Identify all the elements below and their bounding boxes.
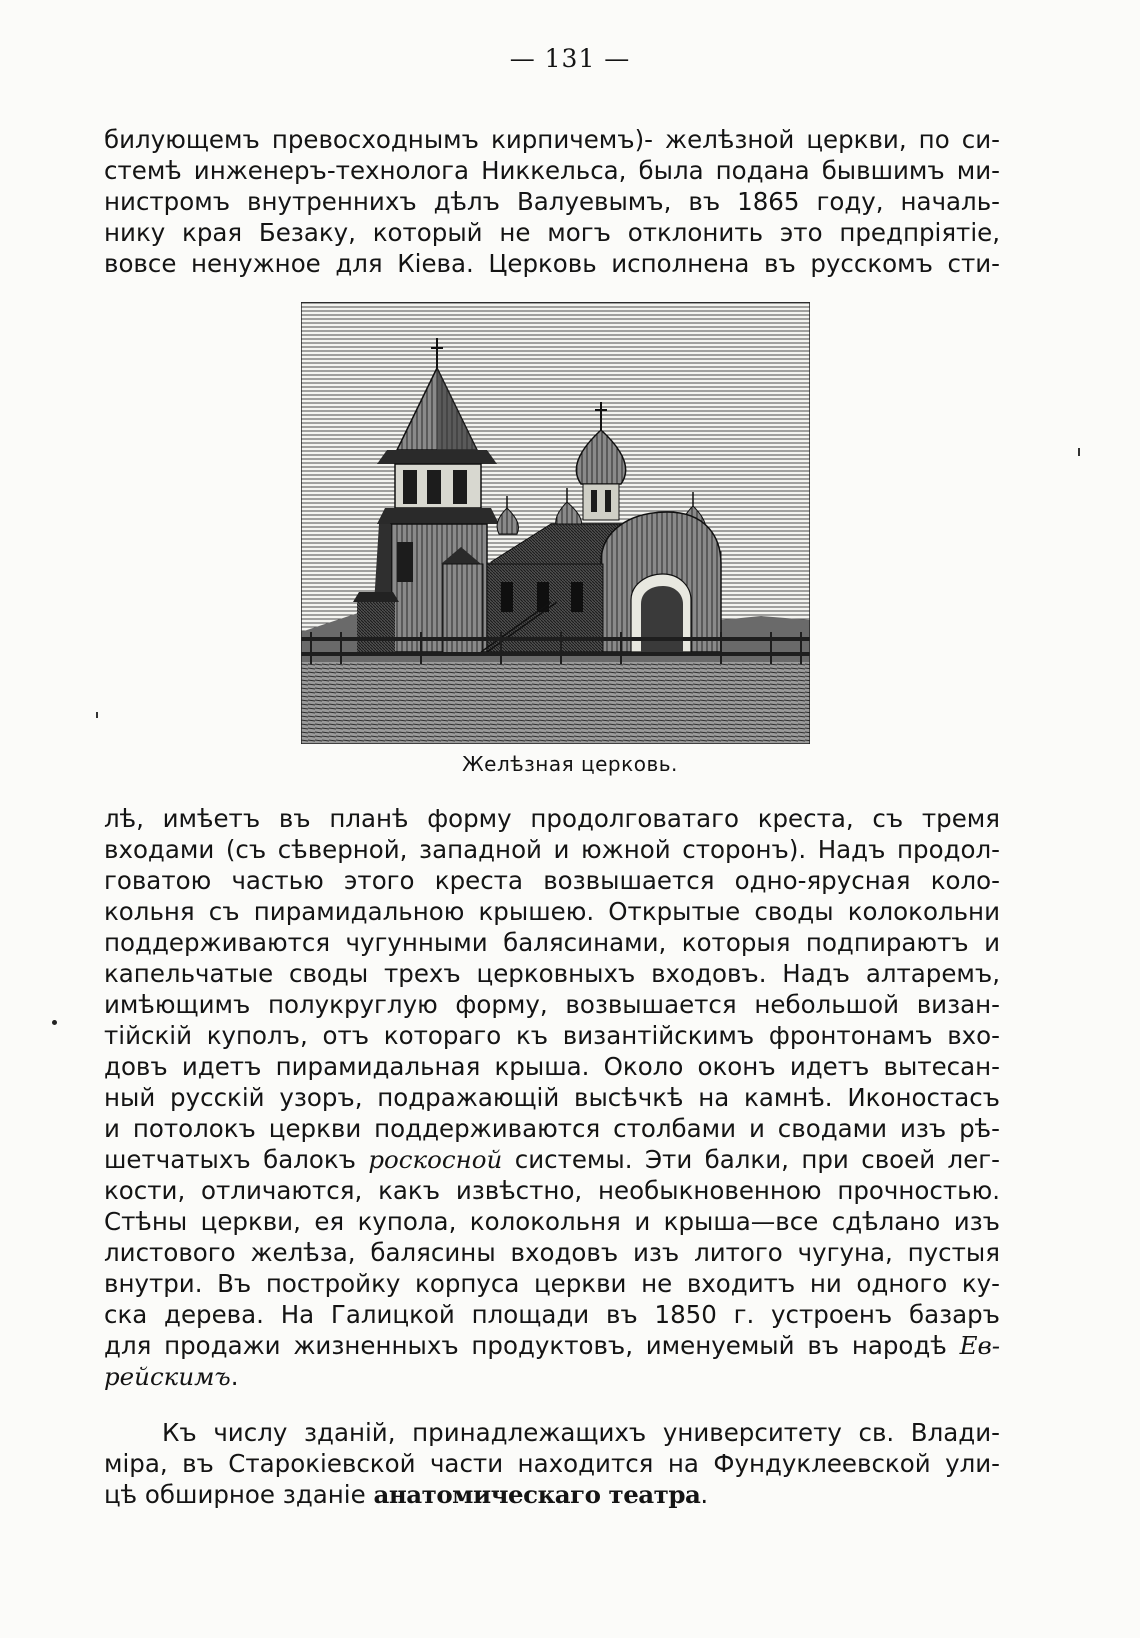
paragraph-top	[104, 124, 1000, 279]
text-line: кости, отличаются, какъ извѣстно, необыкновенною прочностью.	[104, 1176, 1000, 1205]
text-line: имѣющимъ полукруглую форму, возвышается небольшой визан-	[104, 990, 1000, 1019]
text-line: ный русскій узоръ, подражающій высѣчкѣ на камнѣ. Иконостасъ	[104, 1083, 1000, 1112]
text-line: нику края Безаку, который не могъ отклонить это предпріятіе,	[104, 218, 1000, 247]
text-line: входами (съ сѣверной, западной и южной сторонъ). Надъ продол-	[104, 835, 1000, 864]
paragraph-middle	[104, 803, 1000, 1392]
text-line: Стѣны церкви, ея купола, колокольня и крыша—все сдѣлано изъ	[104, 1207, 1000, 1236]
text-run: шетчатыхъ балокъ	[104, 1145, 356, 1174]
text-line	[104, 1144, 1000, 1175]
text-line: Къ числу зданій, принадлежащихъ университету св. Влади-	[162, 1418, 1000, 1447]
page-number: — 131 —	[509, 44, 631, 73]
church-engraving	[301, 302, 810, 744]
text-run: цѣ обширное зданіе	[104, 1480, 366, 1509]
text-line: билующемъ превосходнымъ кирпичемъ)- желѣзной церкви, по си-	[104, 125, 1000, 154]
text-line: ска дерева. На Галицкой площади въ 1850 г. устроенъ базаръ	[104, 1300, 1000, 1329]
margin-mark	[96, 712, 98, 718]
italic-term: рейскимъ	[104, 1362, 231, 1391]
text-line: капельчатые своды трехъ церковныхъ входовъ. Надъ алтаремъ,	[104, 959, 1000, 988]
text-line: нистромъ внутреннихъ дѣлъ Валуевымъ, въ 1865 году, началь-	[104, 187, 1000, 216]
margin-dot	[52, 1020, 57, 1025]
italic-term: Ев-	[959, 1331, 1000, 1360]
text-line: листового желѣза, балясины входовъ изъ литого чугуна, пустыя	[104, 1238, 1000, 1267]
text-line: и потолокъ церкви поддерживаются столбами и сводами изъ рѣ-	[104, 1114, 1000, 1143]
text-run: .	[700, 1480, 709, 1509]
text-line: вовсе ненужное для Кіева. Церковь исполнена въ русскомъ сти-	[104, 249, 1000, 278]
text-line: внутри. Въ постройку корпуса церкви не входитъ ни одного ку-	[104, 1269, 1000, 1298]
text-line: лѣ, имѣетъ въ планѣ форму продолговатаго креста, съ тремя	[104, 804, 1000, 833]
text-line: стемѣ инженеръ-технолога Никкельса, была подана бывшимъ ми-	[104, 156, 1000, 185]
bold-term: анатомическаго театра	[373, 1480, 701, 1509]
paragraph-bottom	[104, 1417, 1000, 1510]
text-line: кольня съ пирамидальною крышею. Открытые своды колокольни	[104, 897, 1000, 926]
text-line: говатою частью этого креста возвышается одно-ярусная коло-	[104, 866, 1000, 895]
text-run: системы. Эти балки, при своей лег-	[514, 1145, 1000, 1174]
text-run: для продажи жизненныхъ продуктовъ, именуемый въ народѣ	[104, 1331, 947, 1360]
text-line	[104, 1479, 1000, 1510]
text-line: поддерживаются чугунными балясинами, которыя подпираютъ и	[104, 928, 1000, 957]
text-line: тійскій куполъ, отъ котораго къ византійскимъ фронтонамъ вхо-	[104, 1021, 1000, 1050]
text-line: міра, въ Старокіевской части находится на Фундуклеевской ули-	[104, 1449, 1000, 1478]
margin-mark	[1078, 448, 1080, 456]
figure-caption: Желѣзная церковь.	[462, 752, 678, 776]
italic-term: роскосной	[368, 1145, 503, 1174]
text-line	[104, 1361, 1000, 1392]
text-line: довъ идетъ пирамидальная крыша. Около оконъ идетъ вытесан-	[104, 1052, 1000, 1081]
text-run: .	[230, 1362, 239, 1391]
text-line	[104, 1330, 1000, 1361]
